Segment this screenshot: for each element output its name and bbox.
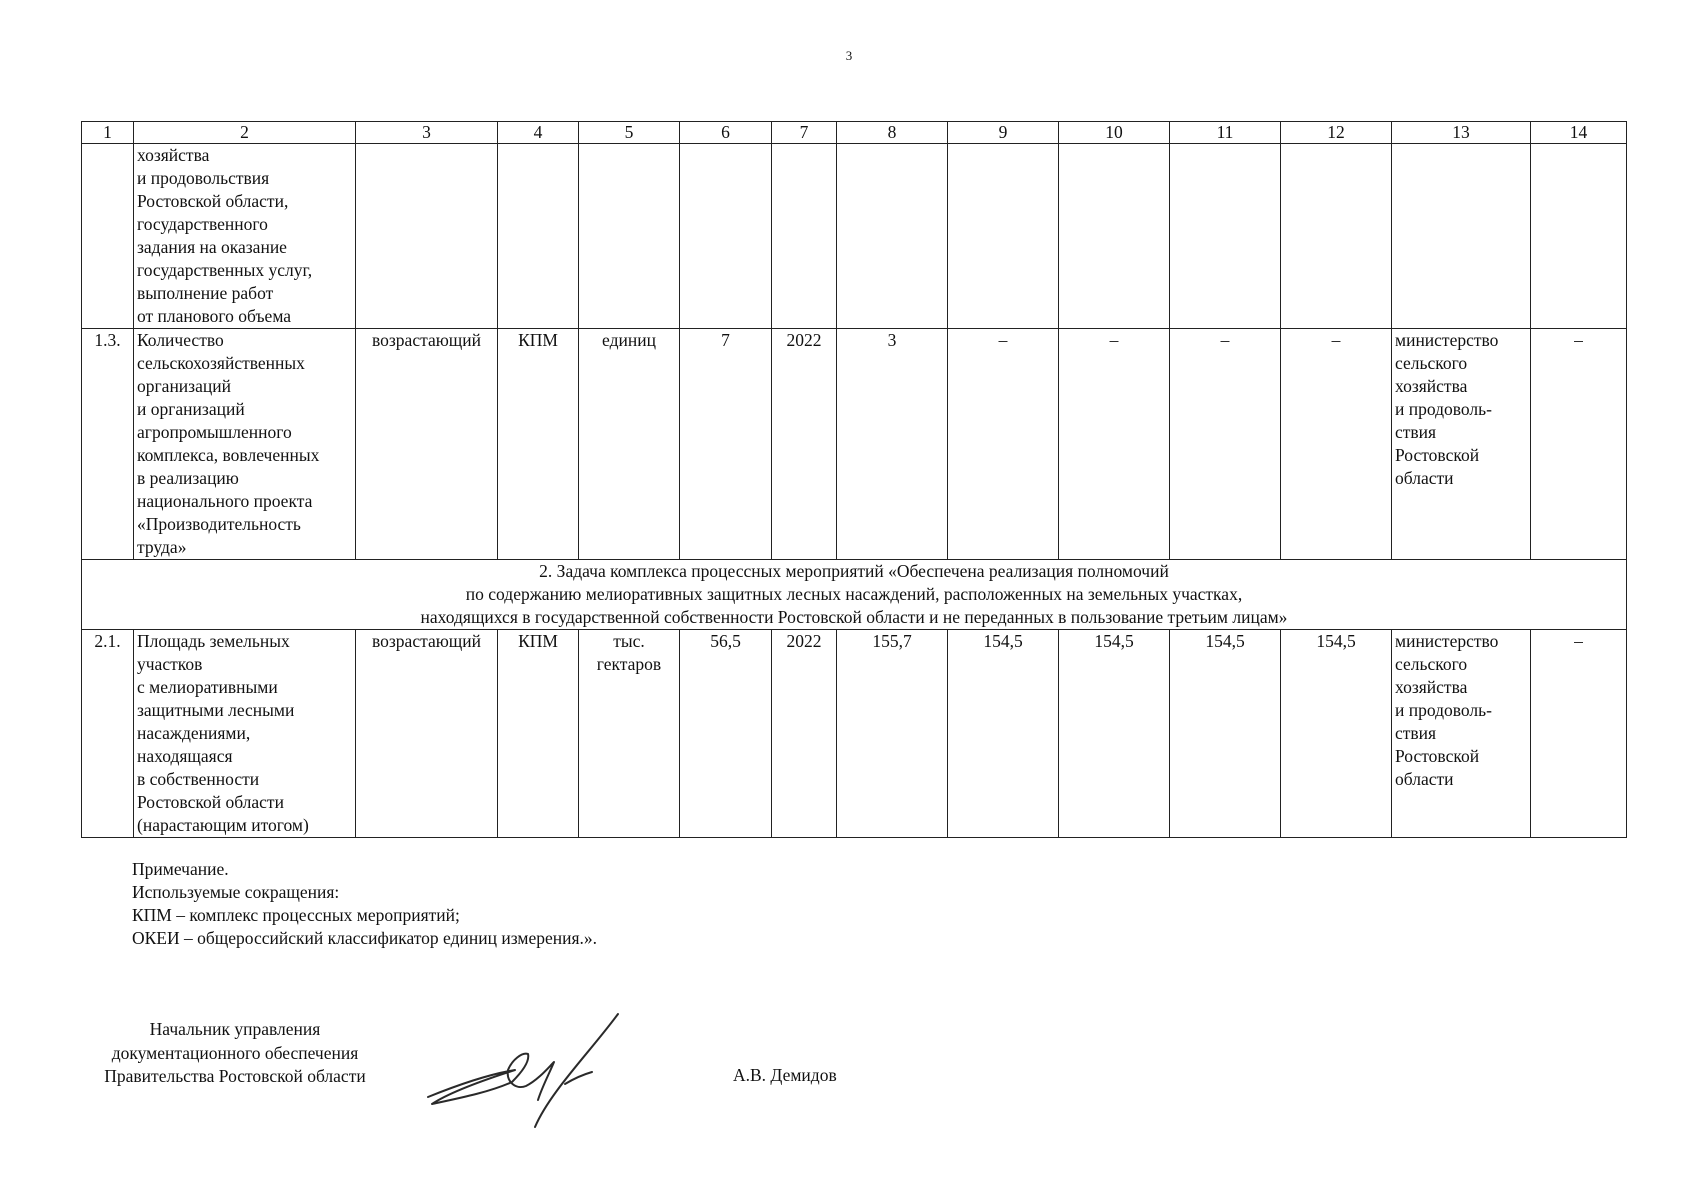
base-value-cell: 56,5 bbox=[680, 630, 772, 838]
unit-cell: тыс. гектаров bbox=[579, 630, 680, 838]
value-cell: 3 bbox=[837, 329, 948, 560]
value-cell: – bbox=[948, 329, 1059, 560]
note-line: ОКЕИ – общероссийский классификатор единиц измерения.». bbox=[132, 928, 598, 948]
note-line: КПМ – комплекс процессных мероприятий; bbox=[132, 905, 460, 925]
table-cell bbox=[498, 144, 579, 329]
column-number: 8 bbox=[837, 122, 948, 144]
value-cell: – bbox=[1059, 329, 1170, 560]
value-cell: 154,5 bbox=[948, 630, 1059, 838]
value-cell: – bbox=[1531, 630, 1627, 838]
table-cell bbox=[837, 144, 948, 329]
level-cell: КПМ bbox=[498, 630, 579, 838]
table-cell bbox=[948, 144, 1059, 329]
trend-cell: возрастающий bbox=[356, 630, 498, 838]
row-number: 1.3. bbox=[82, 329, 134, 560]
column-number-row bbox=[82, 122, 1627, 144]
table-cell bbox=[1281, 144, 1392, 329]
handwritten-signature bbox=[420, 1012, 620, 1130]
indicator-name-continuation: хозяйства и продовольствия Ростовской области, государственного задания на оказание государственных услуг, выполнение работ от планового объема bbox=[134, 144, 356, 329]
value-cell: 155,7 bbox=[837, 630, 948, 838]
column-number: 7 bbox=[772, 122, 837, 144]
section-header-row bbox=[82, 560, 1627, 630]
table-cell bbox=[680, 144, 772, 329]
note-line: Используемые сокращения: bbox=[132, 882, 340, 902]
column-number: 13 bbox=[1392, 122, 1531, 144]
base-year-cell: 2022 bbox=[772, 630, 837, 838]
value-cell: 154,5 bbox=[1170, 630, 1281, 838]
table-row-2-1 bbox=[82, 630, 1627, 838]
table-cell bbox=[1059, 144, 1170, 329]
note-title: Примечание. bbox=[132, 859, 229, 879]
indicator-name: Площадь земельных участков с мелиоративными защитными лесными насаждениями, находящаяся в собственности Ростовской области (нарастающим итогом) bbox=[134, 630, 356, 838]
section-2-title: 2. Задача комплекса процессных мероприятий «Обеспечена реализация полномочий по содержанию мелиоративных защитных лесных насаждений, расположенных на земельных участках, находящихся в государственной собственности Ростовской области и не переданных в пользование третьим лицам» bbox=[82, 560, 1627, 630]
table-cell bbox=[579, 144, 680, 329]
unit-cell: единиц bbox=[579, 329, 680, 560]
column-number: 5 bbox=[579, 122, 680, 144]
base-value-cell: 7 bbox=[680, 329, 772, 560]
table-row-continuation bbox=[82, 144, 1627, 329]
column-number: 11 bbox=[1170, 122, 1281, 144]
table-row-1-3 bbox=[82, 329, 1627, 560]
note-block bbox=[132, 858, 597, 950]
value-cell: 154,5 bbox=[1059, 630, 1170, 838]
level-cell: КПМ bbox=[498, 329, 579, 560]
column-number: 10 bbox=[1059, 122, 1170, 144]
indicator-name: Количество сельскохозяйственных организаций и организаций агропромышленного комплекса, вовлеченных в реализацию национального проекта «Производительность труда» bbox=[134, 329, 356, 560]
row-number: 2.1. bbox=[82, 630, 134, 838]
page-number: 3 bbox=[845, 48, 853, 63]
signatory-title-line: документационного обеспечения bbox=[111, 1042, 359, 1063]
column-number: 14 bbox=[1531, 122, 1627, 144]
value-cell: – bbox=[1531, 329, 1627, 560]
signatory-title bbox=[80, 1018, 390, 1089]
indicators-table bbox=[81, 121, 1627, 838]
column-number: 2 bbox=[134, 122, 356, 144]
table-cell bbox=[1392, 144, 1531, 329]
table-cell bbox=[82, 144, 134, 329]
value-cell: 154,5 bbox=[1281, 630, 1392, 838]
column-number: 3 bbox=[356, 122, 498, 144]
signatory-name: А.В. Демидов bbox=[733, 1065, 837, 1085]
responsible-cell: министерство сельского хозяйства и продоволь- ствия Ростовской области bbox=[1392, 630, 1531, 838]
value-cell: – bbox=[1281, 329, 1392, 560]
value-cell: – bbox=[1170, 329, 1281, 560]
column-number: 6 bbox=[680, 122, 772, 144]
column-number: 9 bbox=[948, 122, 1059, 144]
table-cell bbox=[772, 144, 837, 329]
signatory-title-line: Начальник управления bbox=[149, 1019, 321, 1039]
table-cell bbox=[1531, 144, 1627, 329]
responsible-cell: министерство сельского хозяйства и продоволь- ствия Ростовской области bbox=[1392, 329, 1531, 560]
base-year-cell: 2022 bbox=[772, 329, 837, 560]
column-number: 12 bbox=[1281, 122, 1392, 144]
column-number: 4 bbox=[498, 122, 579, 144]
table-cell bbox=[356, 144, 498, 329]
signatory-title-line: Правительства Ростовской области bbox=[104, 1066, 366, 1086]
table-cell bbox=[1170, 144, 1281, 329]
trend-cell: возрастающий bbox=[356, 329, 498, 560]
column-number: 1 bbox=[82, 122, 134, 144]
